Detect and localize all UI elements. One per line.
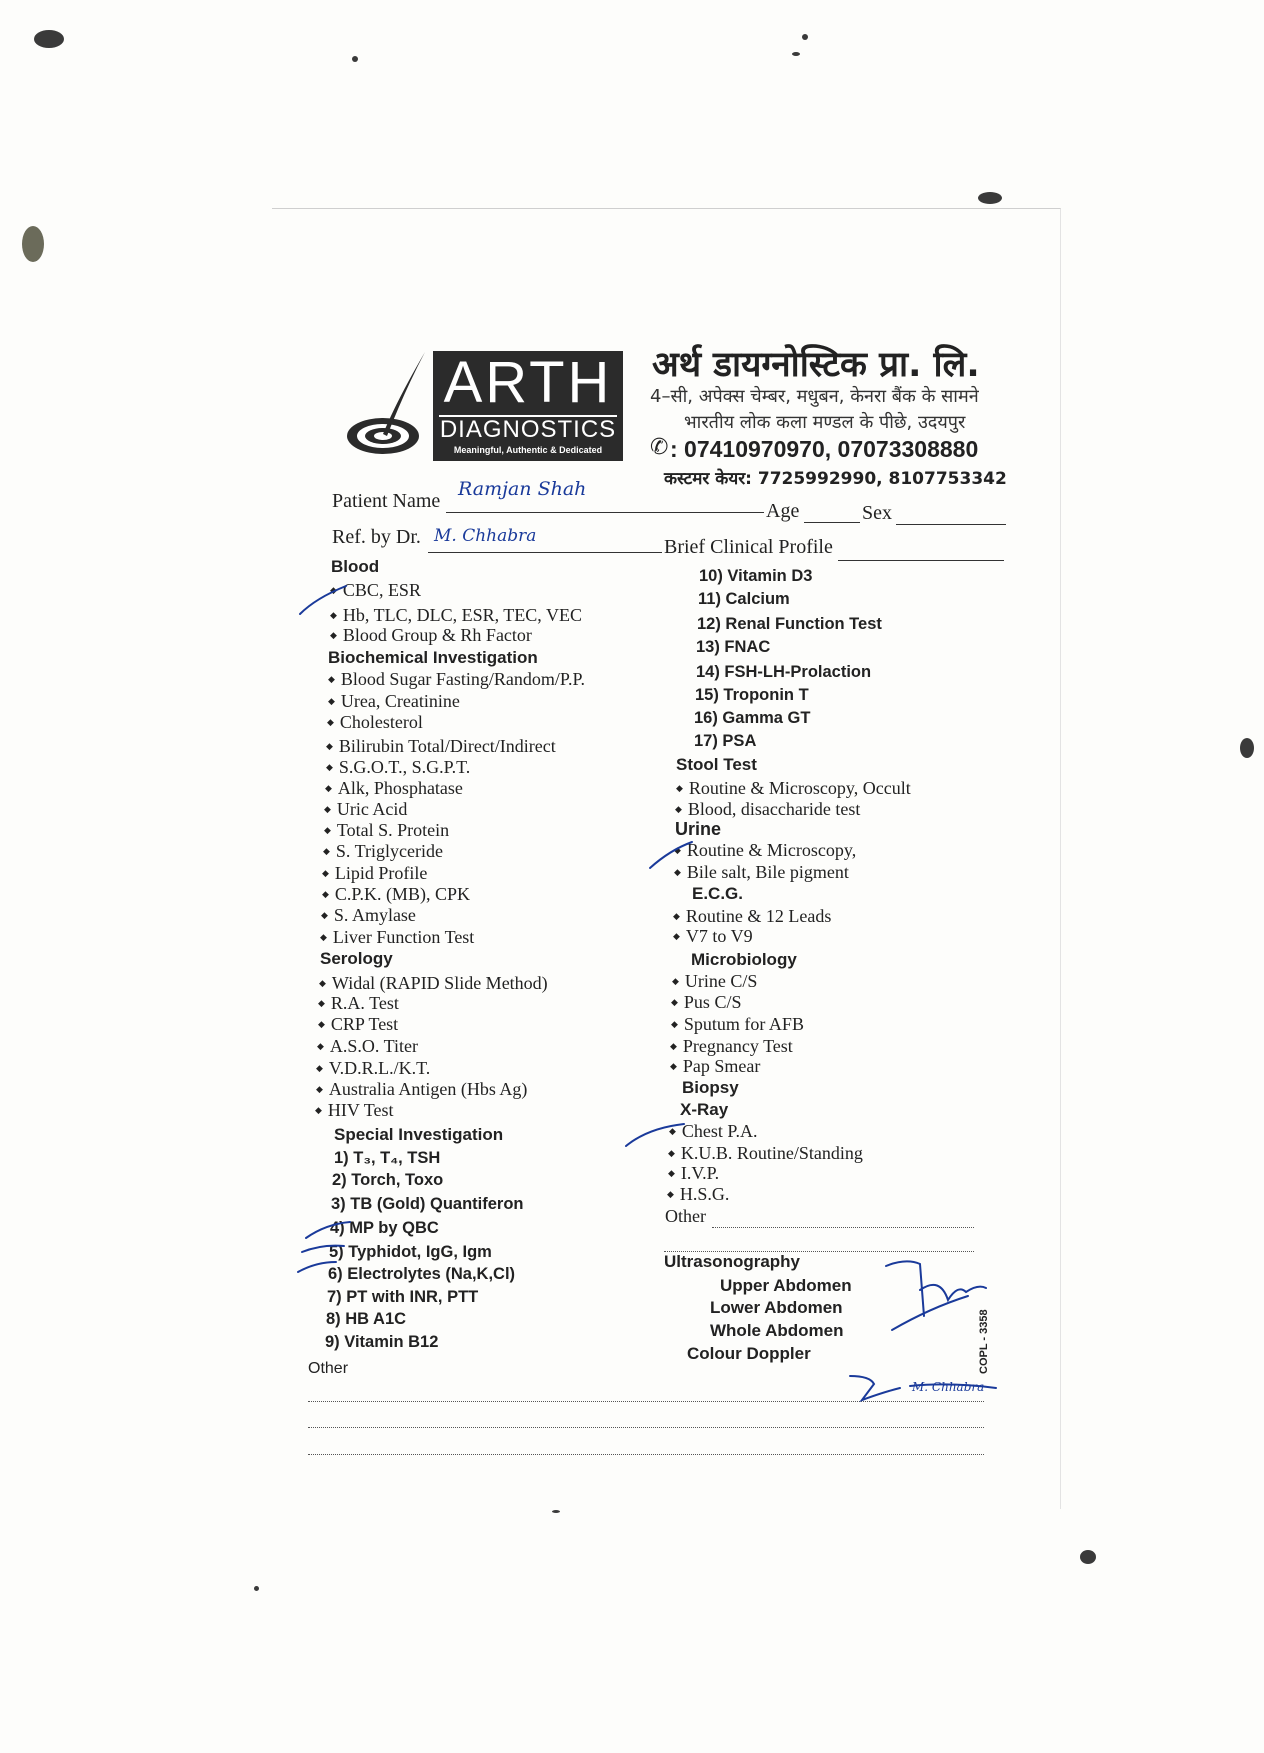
test-ivp[interactable]: ◆ I.V.P. <box>668 1163 719 1184</box>
test-torch[interactable]: 2) Torch, Toxo <box>332 1171 444 1189</box>
right-other-label: Other <box>665 1206 706 1226</box>
test-cholesterol[interactable]: ◆ Cholesterol <box>327 712 423 733</box>
test-mp-qbc[interactable]: 4) MP by QBC <box>330 1219 439 1237</box>
test-alk-phosphatase[interactable]: ◆ Alk, Phosphatase <box>325 778 463 799</box>
test-typhidot[interactable]: 5) Typhidot, IgG, Igm <box>329 1243 492 1261</box>
scan-speck <box>552 1510 560 1513</box>
sex-label: Sex <box>862 502 892 524</box>
test-crp[interactable]: ◆ CRP Test <box>318 1014 398 1035</box>
scan-speck <box>34 30 64 48</box>
test-total-protein[interactable]: ◆ Total S. Protein <box>324 820 449 841</box>
test-ecg-routine[interactable]: ◆ Routine & 12 Leads <box>673 906 831 927</box>
other-line-1[interactable] <box>308 1400 984 1402</box>
sex-line[interactable] <box>896 524 1006 525</box>
section-stool: Stool Test <box>676 755 757 774</box>
phone-icon: ✆ <box>650 434 669 459</box>
test-hiv[interactable]: ◆ HIV Test <box>315 1100 394 1121</box>
section-biopsy: Biopsy <box>682 1078 739 1097</box>
section-serology: Serology <box>320 949 393 968</box>
company-name-hindi: अर्थ डायग्नोस्टिक प्रा. लि. <box>652 345 980 385</box>
test-stool-routine[interactable]: ◆ Routine & Microscopy, Occult <box>676 778 911 799</box>
logo-sub: DIAGNOSTICS <box>439 416 617 443</box>
section-urine: Urine <box>675 819 722 839</box>
form-code: COPL - 3358 <box>978 1309 990 1374</box>
ref-doctor-line[interactable] <box>428 552 662 553</box>
test-urea-creatinine[interactable]: ◆ Urea, Creatinine <box>328 691 460 712</box>
test-renal-function[interactable]: 12) Renal Function Test <box>697 615 882 633</box>
test-sgot-sgpt[interactable]: ◆ S.G.O.T., S.G.P.T. <box>326 757 470 778</box>
test-kub[interactable]: ◆ K.U.B. Routine/Standing <box>668 1143 863 1164</box>
ref-doctor-label: Ref. by Dr. <box>332 526 421 548</box>
test-fnac[interactable]: 13) FNAC <box>696 638 771 656</box>
test-blood-group[interactable]: ◆ Blood Group & Rh Factor <box>330 625 532 646</box>
test-colour-doppler[interactable]: Colour Doppler <box>687 1344 811 1363</box>
logo-name: ARTH <box>443 350 613 415</box>
test-uric-acid[interactable]: ◆ Uric Acid <box>324 799 407 820</box>
test-upper-abdomen[interactable]: Upper Abdomen <box>720 1276 852 1295</box>
test-thyroid[interactable]: 1) T₃, T₄, TSH <box>334 1149 441 1167</box>
test-aso-titer[interactable]: ◆ A.S.O. Titer <box>317 1036 418 1057</box>
test-chest-pa[interactable]: ◆ Chest P.A. <box>669 1121 757 1142</box>
test-urine-routine[interactable]: ◆ Routine & Microscopy, <box>674 840 856 861</box>
test-bile-salt[interactable]: ◆ Bile salt, Bile pigment <box>674 862 849 883</box>
age-label: Age <box>766 500 800 522</box>
address-line-1: 4–सी, अपेक्स चेम्बर, मधुबन, केनरा बैंक के सामने <box>650 386 979 407</box>
test-vdrl[interactable]: ◆ V.D.R.L./K.T. <box>316 1058 430 1079</box>
age-line[interactable] <box>804 522 860 523</box>
test-lower-abdomen[interactable]: Lower Abdomen <box>710 1298 843 1317</box>
test-psa[interactable]: 17) PSA <box>694 732 757 750</box>
scan-speck <box>352 56 358 62</box>
test-vitamin-d3[interactable]: 10) Vitamin D3 <box>699 567 813 585</box>
test-blood-sugar[interactable]: ◆ Blood Sugar Fasting/Random/P.P. <box>328 669 585 690</box>
test-cpk[interactable]: ◆ C.P.K. (MB), CPK <box>322 884 470 905</box>
section-xray: X-Ray <box>680 1100 729 1119</box>
patient-name-line[interactable] <box>446 512 764 513</box>
other-line-2[interactable] <box>308 1426 984 1428</box>
phone-numbers: : 07410970970, 07073308880 <box>670 436 979 462</box>
section-biochemical: Biochemical Investigation <box>328 648 538 667</box>
test-hsg[interactable]: ◆ H.S.G. <box>667 1184 729 1205</box>
test-urine-cs[interactable]: ◆ Urine C/S <box>672 971 757 992</box>
test-tb-gold[interactable]: 3) TB (Gold) Quantiferon <box>331 1195 524 1213</box>
clinical-profile-line[interactable] <box>838 560 1004 561</box>
test-lipid-profile[interactable]: ◆ Lipid Profile <box>322 863 427 884</box>
signature-text: M. Chhabra <box>912 1380 985 1394</box>
section-blood: Blood <box>331 557 380 576</box>
test-whole-abdomen[interactable]: Whole Abdomen <box>710 1321 844 1340</box>
ref-doctor-value: M. Chhabra <box>434 526 537 546</box>
scan-speck <box>22 226 44 262</box>
patient-name-label: Patient Name <box>332 490 441 512</box>
logo-target-icon <box>345 350 427 460</box>
scan-speck <box>1080 1550 1096 1564</box>
scan-speck <box>978 192 1002 204</box>
test-triglyceride[interactable]: ◆ S. Triglyceride <box>323 841 443 862</box>
clinical-profile-label: Brief Clinical Profile <box>664 536 833 558</box>
section-microbiology: Microbiology <box>691 950 797 969</box>
customer-care: कस्टमर केयर: 7725992990, 8107753342 <box>664 469 1007 489</box>
test-pt-inr[interactable]: 7) PT with INR, PTT <box>327 1288 479 1306</box>
test-hba1c[interactable]: 8) HB A1C <box>326 1310 407 1328</box>
test-troponin[interactable]: 15) Troponin T <box>695 686 809 704</box>
logo-tagline: Meaningful, Authentic & Dedicated <box>453 445 603 455</box>
test-gamma-gt[interactable]: 16) Gamma GT <box>694 709 811 727</box>
test-pregnancy[interactable]: ◆ Pregnancy Test <box>670 1036 793 1057</box>
test-fsh-lh[interactable]: 14) FSH-LH-Prolaction <box>696 663 872 681</box>
test-electrolytes[interactable]: 6) Electrolytes (Na,K,Cl) <box>328 1265 516 1283</box>
scan-speck <box>792 52 800 56</box>
scan-speck <box>254 1586 259 1591</box>
test-vitamin-b12[interactable]: 9) Vitamin B12 <box>325 1333 439 1351</box>
test-calcium[interactable]: 11) Calcium <box>698 590 790 608</box>
test-pus-cs[interactable]: ◆ Pus C/S <box>671 992 741 1013</box>
test-hb-tlc[interactable]: ◆ Hb, TLC, DLC, ESR, TEC, VEC <box>330 605 582 626</box>
test-liver-function[interactable]: ◆ Liver Function Test <box>320 927 474 948</box>
test-bilirubin[interactable]: ◆ Bilirubin Total/Direct/Indirect <box>326 736 556 757</box>
logo <box>433 351 623 461</box>
address-line-2: भारतीय लोक कला मण्डल के पीछे, उदयपुर <box>684 412 966 433</box>
test-amylase[interactable]: ◆ S. Amylase <box>321 905 416 926</box>
test-australia-antigen[interactable]: ◆ Australia Antigen (Hbs Ag) <box>316 1079 527 1100</box>
scan-speck <box>1240 738 1254 758</box>
other-line-3[interactable] <box>308 1453 984 1455</box>
test-stool-blood[interactable]: ◆ Blood, disaccharide test <box>675 799 860 820</box>
right-other-line-1[interactable] <box>712 1226 974 1228</box>
section-ecg: E.C.G. <box>692 884 744 903</box>
test-widal[interactable]: ◆ Widal (RAPID Slide Method) <box>319 973 548 994</box>
test-cbc-esr[interactable]: ◆ CBC, ESR <box>330 580 421 601</box>
test-sputum-afb[interactable]: ◆ Sputum for AFB <box>671 1014 804 1035</box>
section-ultrasonography: Ultrasonography <box>664 1252 801 1271</box>
test-ra[interactable]: ◆ R.A. Test <box>318 993 399 1014</box>
patient-name-value: Ramjan Shah <box>458 478 587 500</box>
test-ecg-v7-v9[interactable]: ◆ V7 to V9 <box>673 926 753 947</box>
scan-speck <box>802 34 808 40</box>
section-special: Special Investigation <box>334 1125 504 1144</box>
test-pap-smear[interactable]: ◆ Pap Smear <box>670 1056 760 1077</box>
left-other-label: Other <box>308 1360 349 1377</box>
